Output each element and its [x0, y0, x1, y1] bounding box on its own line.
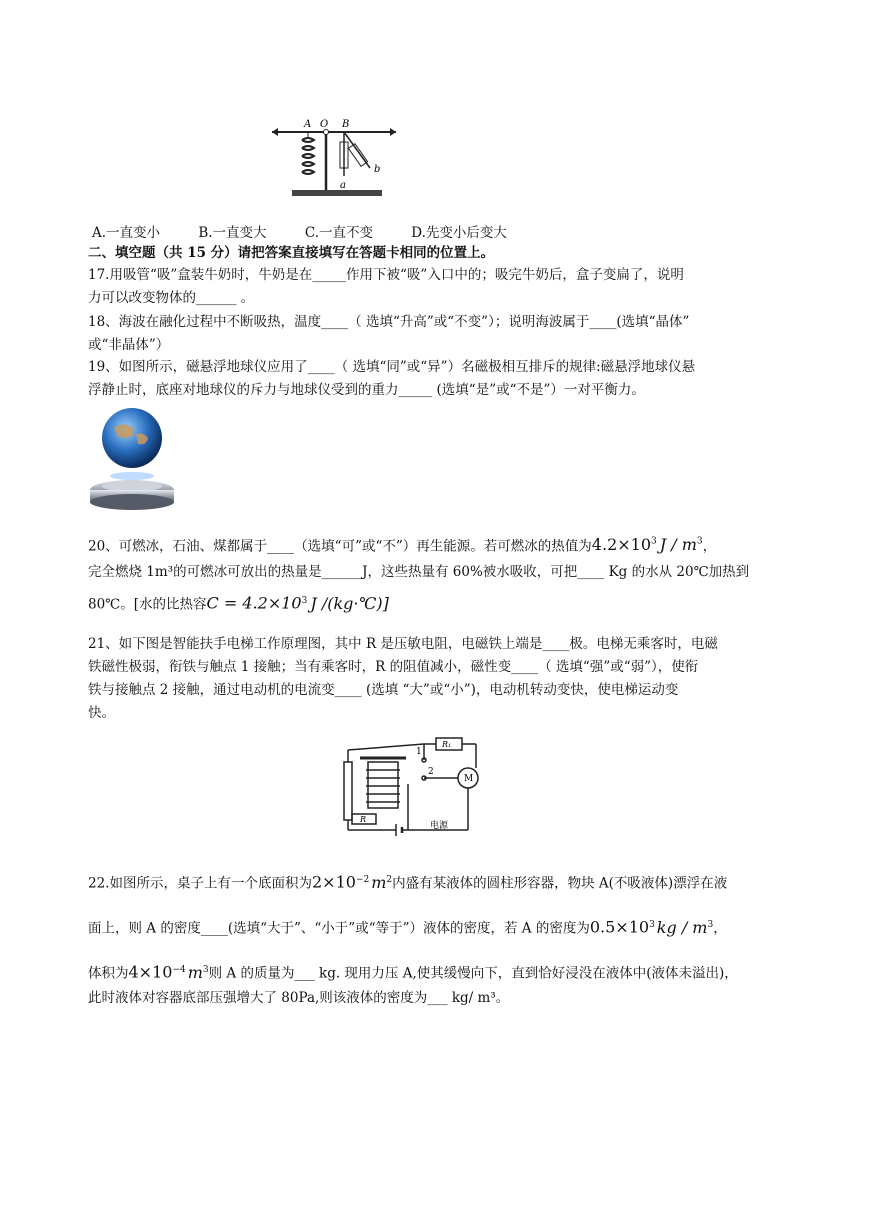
- q22-text-2a: 面上，则 A 的密度____(选填“大于”、“小于”或“等于”）液体的密度，若 A 的密度为: [88, 920, 590, 937]
- q17-line1: 17.用吸管“吸”盒装牛奶时，牛奶是在_____作用下被“吸”入口中的；吸完牛奶后，盒子变扁了，说明: [88, 267, 684, 283]
- q19-line2: 浮静止时，底座对地球仪的斥力与地球仪受到的重力_____ (选填“是”或“不是”）一对平衡力。: [88, 382, 645, 398]
- q20-spec-heat-unit: J /(kg·℃)]: [310, 593, 389, 613]
- contact-2-label: 2: [428, 767, 434, 777]
- contact-1-label: 1: [416, 747, 422, 757]
- q21-line1: 21、如下图是智能扶手电梯工作原理图，其中 R 是压敏电阻，电磁铁上端是____极。电梯无乘客时，电磁: [88, 636, 718, 652]
- q22-volume-coef: 4×10: [128, 962, 173, 982]
- q22-area-exp: −2: [355, 875, 370, 885]
- q22-area-unit: m: [371, 872, 387, 892]
- q20-text-3a: 80℃。[水的比热容: [88, 596, 207, 613]
- elevator-circuit-diagram: [338, 732, 488, 840]
- q22-line3: [88, 959, 788, 985]
- q22-density-exp: 3: [649, 920, 655, 930]
- q20-heat-exp: 3: [651, 537, 657, 547]
- option-c: C.一直不变: [304, 225, 373, 241]
- q21-line3: 铁与接触点 2 接触，通过电动机的电流变____ (选填 “大”或“小”)，电动机转动变快，使电梯运动变: [88, 682, 679, 698]
- q22-volume-unit: m: [187, 962, 203, 982]
- q22-text-2d: ，: [713, 920, 727, 937]
- q22-text-3d: 则 A 的质量为___ kg. 现用力压 A,使其缓慢向下，直到恰好浸没在液体中(液体未溢出)，: [208, 965, 738, 982]
- motor-label: M: [464, 774, 474, 784]
- q17-line2: 力可以改变物体的______ 。: [88, 290, 255, 306]
- q21-line2: 铁磁性极弱，衔铁与触点 1 接触；当有乘客时，R 的阻值减小，磁性变____（ 选填“强”或“弱”），使衔: [88, 659, 699, 675]
- option-d: D.先变小后变大: [411, 225, 507, 241]
- q22-density-unit: kg / m: [656, 917, 708, 937]
- q22-area-coef: 2×10: [311, 872, 356, 892]
- option-b: B.一直变大: [198, 225, 267, 241]
- q20-text-a: 20、可燃冰，石油、煤都属于____（选填“可”或“不”）再生能源。若可燃冰的热值为: [88, 538, 592, 555]
- label-O: O: [320, 119, 329, 130]
- q20-heat-value: [592, 535, 703, 554]
- q22-density-coef: 0.5×10: [589, 917, 650, 937]
- lever-figure: [268, 116, 400, 206]
- q22-line4: 此时液体对容器底部压强增大了 80Pa,则该液体的密度为___ kg/ m³。: [88, 990, 510, 1006]
- q20-spec-heat-exp: 3: [301, 596, 308, 606]
- q20-line3: [88, 590, 788, 616]
- section-heading: 二、填空题（共 15 分）请把答案直接填写在答题卡相同的位置上。: [88, 245, 495, 261]
- maglev-globe-image: [84, 404, 180, 512]
- q20-text-d: ，: [702, 538, 717, 555]
- q20-heat-coef: 4.2×10: [591, 535, 652, 555]
- q18-line2: 或“非晶体”）: [88, 337, 170, 353]
- r1-label: R₁: [442, 740, 452, 749]
- power-label: 电源: [430, 821, 449, 831]
- q18-line1: 18、海波在融化过程中不断吸热，温度____（ 选填“升高”或“不变”）；说明海波属于____(选填“晶体”: [88, 314, 690, 330]
- q19-line1: 19、如图所示，磁悬浮地球仪应用了____（ 选填“同”或“异”）名磁极相互排斥的规律:磁悬浮地球仪悬: [88, 359, 696, 375]
- q21-line4: 快。: [88, 705, 115, 721]
- label-b: b: [374, 164, 381, 175]
- q22-line2: [88, 914, 788, 940]
- q22-text-1d: 内盛有某液体的圆柱形容器，物块 A(不吸液体)漂浮在液: [392, 875, 728, 892]
- label-a: a: [340, 180, 346, 191]
- q22-area-unit-exp: 2: [386, 875, 393, 885]
- q22-line1: [88, 869, 788, 895]
- q20-line2: 完全燃烧 1m³的可燃冰可放出的热量是______J，这些热量有 60%被水吸收，可把____ Kg 的水从 20℃加热到: [88, 564, 750, 580]
- q20-spec-heat: C = 4.2×10: [206, 593, 302, 613]
- label-B: B: [342, 119, 350, 130]
- option-a: A.一直变小: [92, 225, 161, 241]
- q22-volume-unit-exp: 3: [202, 965, 209, 975]
- q22-volume-exp: −4: [172, 965, 186, 975]
- q20-heat-unit-exp: 3: [696, 537, 703, 547]
- q20-line1: [88, 531, 788, 557]
- q22-text-1a: 22.如图所示，桌子上有一个底面积为: [88, 875, 312, 892]
- q22-text-3a: 体积为: [88, 965, 129, 982]
- r-label: R: [360, 815, 367, 824]
- q16-options: [92, 221, 541, 241]
- q22-density-unit-exp: 3: [707, 920, 714, 930]
- label-A: A: [304, 119, 312, 130]
- q20-heat-unit: J / m: [659, 535, 697, 555]
